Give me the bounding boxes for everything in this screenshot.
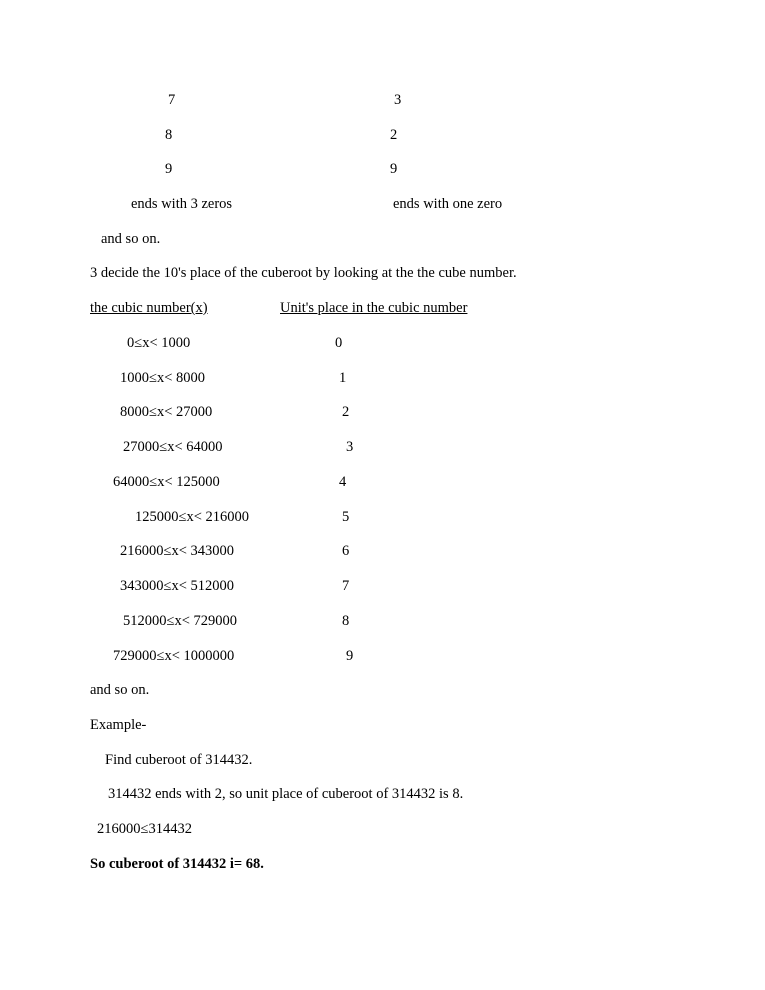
example-label: Example- bbox=[90, 717, 147, 733]
top-row-1-left: 7 bbox=[168, 92, 176, 108]
range-row-5: 125000≤x< 216000 bbox=[135, 509, 250, 525]
digit-row-4: 4 bbox=[339, 474, 347, 490]
digit-row-3: 3 bbox=[346, 439, 354, 455]
top-row-2-left: 8 bbox=[165, 127, 173, 143]
range-row-2: 8000≤x< 27000 bbox=[120, 404, 213, 420]
example-question: Find cuberoot of 314432. bbox=[105, 752, 253, 768]
range-row-1: 1000≤x< 8000 bbox=[120, 370, 206, 386]
digit-row-9: 9 bbox=[346, 648, 354, 664]
and-so-on-1: and so on. bbox=[101, 231, 161, 247]
range-row-4: 64000≤x< 125000 bbox=[113, 474, 220, 490]
range-row-3: 27000≤x< 64000 bbox=[123, 439, 223, 455]
example-step2: 216000≤314432 bbox=[97, 821, 192, 837]
digit-row-7: 7 bbox=[342, 578, 350, 594]
range-row-0: 0≤x< 1000 bbox=[127, 335, 191, 351]
top-row-3-left: 9 bbox=[165, 161, 173, 177]
range-row-6: 216000≤x< 343000 bbox=[120, 543, 235, 559]
range-row-8: 512000≤x< 729000 bbox=[123, 613, 238, 629]
top-footer-left: ends with 3 zeros bbox=[131, 196, 233, 212]
digit-row-1: 1 bbox=[339, 370, 347, 386]
example-step1: 314432 ends with 2, so unit place of cuberoot of 314432 is 8. bbox=[108, 786, 464, 802]
digit-row-6: 6 bbox=[342, 543, 350, 559]
digit-row-8: 8 bbox=[342, 613, 350, 629]
digit-row-0: 0 bbox=[335, 335, 343, 351]
range-header-left: the cubic number(x) bbox=[90, 300, 208, 316]
range-header-right: Unit's place in the cubic number bbox=[280, 300, 468, 316]
and-so-on-2: and so on. bbox=[90, 682, 150, 698]
top-row-2-right: 2 bbox=[390, 127, 398, 143]
top-row-1-right: 3 bbox=[394, 92, 402, 108]
top-row-3-right: 9 bbox=[390, 161, 398, 177]
top-footer-right: ends with one zero bbox=[393, 196, 503, 212]
digit-row-5: 5 bbox=[342, 509, 350, 525]
digit-row-2: 2 bbox=[342, 404, 350, 420]
range-row-7: 343000≤x< 512000 bbox=[120, 578, 235, 594]
step3-text: 3 decide the 10's place of the cuberoot by looking at the the cube number. bbox=[90, 265, 517, 281]
example-answer: So cuberoot of 314432 i= 68. bbox=[90, 856, 264, 872]
range-row-9: 729000≤x< 1000000 bbox=[113, 648, 235, 664]
